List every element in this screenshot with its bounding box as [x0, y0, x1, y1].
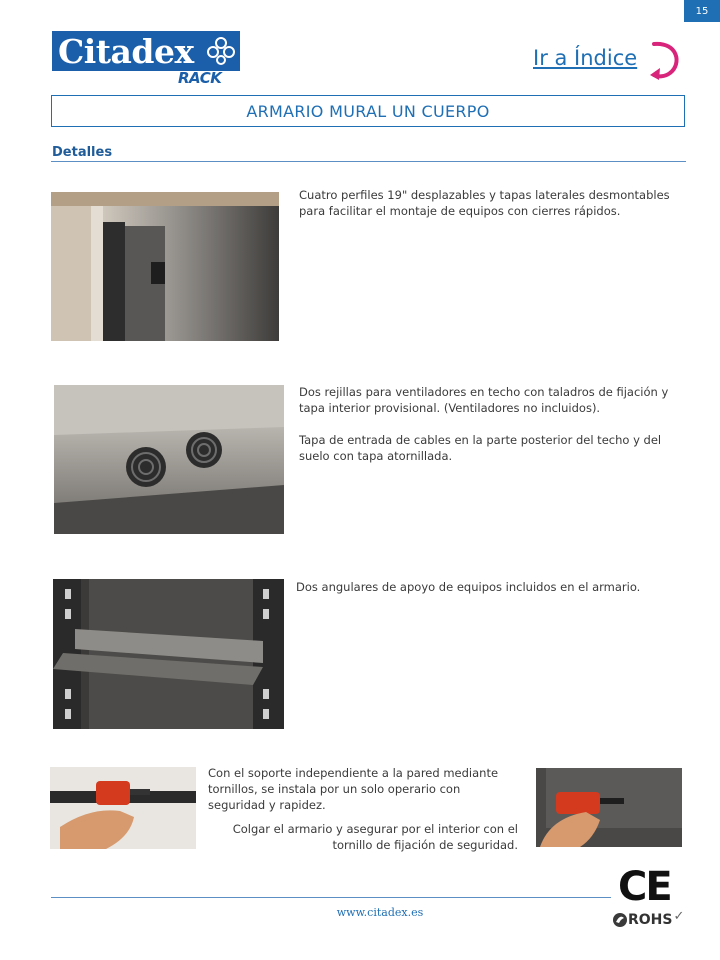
page-number: 15: [684, 0, 720, 22]
detail-2-text: [299, 384, 684, 464]
detail-3-paragraph-1: Dos angulares de apoyo de equipos incluidos en el armario.: [296, 580, 641, 594]
return-arrow-icon[interactable]: [648, 40, 682, 82]
detail-3-text: [296, 579, 684, 595]
section-heading: Detalles: [52, 145, 113, 160]
check-icon: ✓: [673, 908, 685, 924]
photo-cabinet-interior: [51, 192, 279, 341]
index-link[interactable]: Ir a Índice: [533, 46, 638, 70]
logo-rack-text: RACK: [178, 69, 222, 87]
detail-4-paragraph-2: Colgar el armario y asegurar por el interior con el tornillo de fijación de seguridad.: [232, 822, 518, 852]
ce-mark-icon: CE: [618, 864, 671, 910]
detail-4-text: [208, 765, 528, 853]
detail-1-text: [299, 187, 684, 219]
logo-circles-icon: [206, 36, 236, 66]
rohs-badge: [612, 908, 685, 928]
photo-wall-bracket-drill: [50, 767, 196, 849]
detail-2-paragraph-2: Tapa de entrada de cables en la parte posterior del techo y del suelo con tapa atornillada.: [299, 433, 662, 463]
footer-divider: [51, 897, 611, 898]
photo-cabinet-screw-drill: [536, 768, 682, 847]
citadex-logo: [52, 31, 240, 85]
logo-brand: Citadex: [58, 31, 194, 71]
detail-2-paragraph-1: Dos rejillas para ventiladores en techo con taladros de fijación y tapa interior provisional. (Ventiladores no incluidos).: [299, 385, 669, 415]
footer-url[interactable]: www.citadex.es: [336, 906, 424, 919]
section-divider: [51, 161, 686, 162]
photo-support-angles: [53, 579, 284, 729]
detail-4-paragraph-1: Con el soporte independiente a la pared mediante tornillos, se instala por un solo operario con seguridad y rapidez.: [208, 766, 499, 812]
page-title: ARMARIO MURAL UN CUERPO: [51, 95, 685, 127]
detail-1-paragraph-1: Cuatro perfiles 19" desplazables y tapas laterales desmontables para facilitar el montaje de equipos con cierres rápidos.: [299, 188, 670, 218]
rohs-leaf-icon: [612, 912, 628, 928]
photo-cabinet-top-fans: [54, 385, 284, 534]
rohs-text: ROHS: [628, 912, 673, 928]
